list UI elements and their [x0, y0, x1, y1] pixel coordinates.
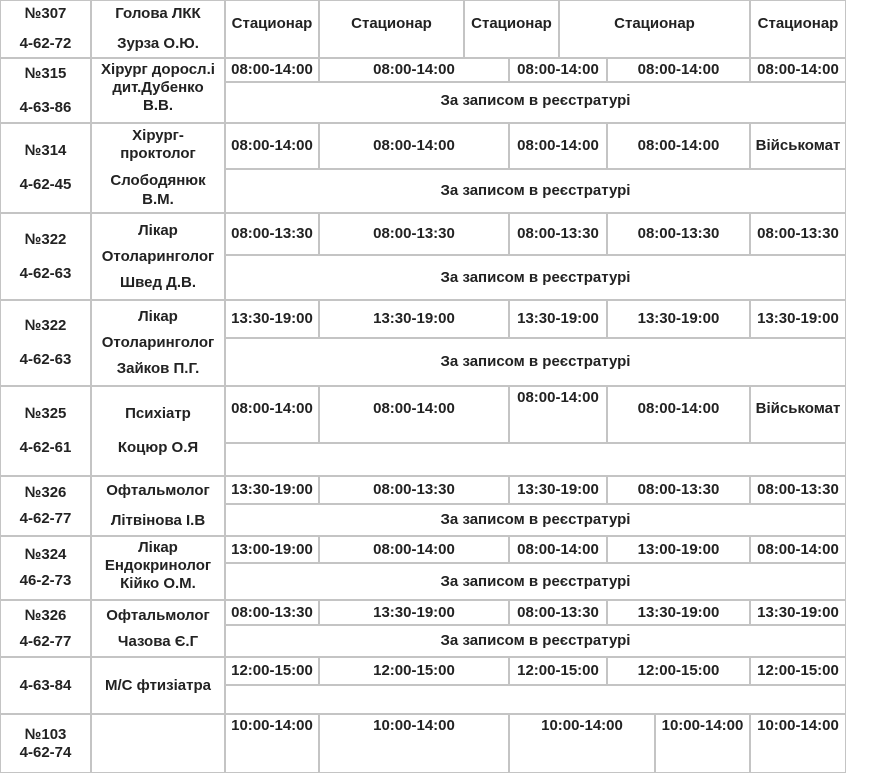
day-hours-cell: 08:00-14:00 [509, 536, 607, 563]
day-hours-cell: 10:00-14:00 [319, 714, 509, 773]
room-phone-cell [0, 600, 91, 657]
doctor-line: проктолог [120, 145, 196, 163]
day-hours-cell: 08:00-14:00 [225, 123, 319, 169]
day-hours-cell: 08:00-13:30 [607, 476, 750, 504]
day-hours-cell: 08:00-13:30 [319, 213, 509, 255]
room-number: №326 [24, 606, 67, 624]
appointment-note: За записом в реєстратурі [225, 338, 846, 386]
room-phone-cell [0, 536, 91, 600]
doctor-line: Голова ЛКК [115, 5, 201, 22]
day-hours-cell: 08:00-14:00 [319, 536, 509, 563]
day-hours-cell: 08:00-13:30 [319, 476, 509, 504]
day-hours-cell: 08:00-13:30 [750, 476, 846, 504]
day-hours-cell: 13:30-19:00 [319, 600, 509, 625]
doctor-line: Офтальмолог [106, 606, 210, 624]
doctor-line: В.В. [143, 97, 173, 114]
day-hours-cell: Стационар [559, 0, 750, 58]
day-hours-cell: 08:00-14:00 [319, 386, 509, 443]
day-hours-cell: 13:30-19:00 [607, 600, 750, 625]
day-hours-cell: Стационар [225, 0, 319, 58]
day-hours-cell: Військомат [750, 386, 846, 443]
phone-number: 4-62-61 [19, 439, 72, 456]
room-number: №325 [24, 405, 67, 422]
appointment-note: За записом в реєстратурі [225, 169, 846, 213]
day-hours-cell: 08:00-14:00 [607, 123, 750, 169]
day-hours-cell: 13:00-19:00 [225, 536, 319, 563]
day-hours-cell: 08:00-14:00 [225, 386, 319, 443]
room-phone-cell [0, 657, 91, 714]
room-phone-cell [0, 123, 91, 213]
day-hours-cell: Стационар [319, 0, 464, 58]
phone-number: 4-63-84 [19, 676, 72, 694]
doctor-line: Отоларинголог [101, 334, 215, 351]
room-number: №314 [24, 142, 67, 159]
day-hours-cell: 13:30-19:00 [750, 600, 846, 625]
doctor-line: Слободянюк [110, 172, 206, 189]
day-hours-cell: 08:00-13:30 [509, 600, 607, 625]
room-phone-cell [0, 213, 91, 300]
doctor-line: Психіатр [125, 405, 191, 422]
phone-number: 4-62-74 [19, 743, 72, 761]
doctor-cell [91, 536, 225, 600]
doctor-cell [91, 213, 225, 300]
doctor-line: М/С фтизіатра [105, 676, 211, 694]
day-hours-cell: 13:30-19:00 [509, 300, 607, 338]
doctor-cell [91, 58, 225, 123]
doctor-cell [91, 386, 225, 476]
phone-number: 4-63-86 [19, 98, 72, 116]
doctor-cell [91, 600, 225, 657]
doctor-cell [91, 657, 225, 714]
day-hours-cell: 10:00-14:00 [509, 714, 655, 773]
day-hours-cell: 12:00-15:00 [509, 657, 607, 685]
doctor-line: Хірург доросл.і [101, 61, 215, 78]
day-hours-cell: 13:00-19:00 [607, 536, 750, 563]
room-phone-cell [0, 386, 91, 476]
phone-number: 4-62-63 [19, 351, 72, 368]
room-number: №103 [24, 725, 67, 743]
room-number: №315 [24, 64, 67, 82]
appointment-note: За записом в реєстратурі [225, 625, 846, 657]
room-number: №326 [24, 484, 67, 501]
doctor-cell [91, 300, 225, 386]
doctor-line: Коцюр О.Я [117, 439, 199, 456]
doctor-line: Зурза О.Ю. [117, 35, 199, 52]
day-hours-cell: 08:00-14:00 [750, 58, 846, 82]
day-hours-cell: 08:00-14:00 [607, 386, 750, 443]
room-number: №307 [24, 5, 67, 22]
appointment-note: За записом в реєстратурі [225, 255, 846, 300]
day-hours-cell: 08:00-14:00 [319, 123, 509, 169]
phone-number: 4-62-45 [19, 176, 72, 193]
appointment-note [225, 443, 846, 476]
doctor-line: Зайков П.Г. [116, 360, 200, 377]
doctor-line: Швед Д.В. [120, 273, 196, 291]
phone-number: 4-62-72 [19, 35, 72, 52]
day-hours-cell: 08:00-13:30 [225, 600, 319, 625]
day-hours-cell: Військомат [750, 123, 846, 169]
room-phone-cell [0, 714, 91, 773]
day-hours-cell: 08:00-14:00 [319, 58, 509, 82]
appointment-note: За записом в реєстратурі [225, 504, 846, 536]
day-hours-cell: Стационар [750, 0, 846, 58]
phone-number: 4-62-63 [19, 264, 72, 282]
doctor-line: дит.Дубенко [112, 79, 204, 96]
doctor-cell [91, 0, 225, 58]
doctor-line: Офтальмолог [106, 482, 210, 499]
room-phone-cell [0, 0, 91, 58]
room-phone-cell [0, 58, 91, 123]
day-hours-cell: 13:30-19:00 [607, 300, 750, 338]
room-number: №322 [24, 317, 67, 334]
day-hours-cell: 13:30-19:00 [509, 476, 607, 504]
day-hours-cell: 08:00-13:30 [750, 213, 846, 255]
doctor-cell [91, 476, 225, 536]
doctor-line: Хірург- [132, 126, 184, 144]
day-hours-cell: 13:30-19:00 [225, 476, 319, 504]
day-hours-cell: 13:30-19:00 [750, 300, 846, 338]
room-number: №324 [24, 546, 67, 563]
day-hours-cell: 12:00-15:00 [225, 657, 319, 685]
day-hours-cell: 10:00-14:00 [750, 714, 846, 773]
doctor-cell [91, 714, 225, 773]
day-hours-cell: 08:00-14:00 [509, 58, 607, 82]
doctor-line: Отоларинголог [101, 247, 215, 265]
phone-number: 4-62-77 [19, 632, 72, 650]
day-hours-cell: 08:00-14:00 [750, 536, 846, 563]
day-hours-cell: 08:00-14:00 [509, 123, 607, 169]
appointment-note: За записом в реєстратурі [225, 563, 846, 600]
day-hours-cell: Стационар [464, 0, 559, 58]
day-hours-cell: 12:00-15:00 [750, 657, 846, 685]
day-hours-cell: 08:00-14:00 [225, 58, 319, 82]
phone-number: 4-62-77 [19, 510, 72, 527]
doctor-line: Лікар [138, 308, 178, 325]
day-hours-cell: 08:00-13:30 [225, 213, 319, 255]
doctor-line: Лікар [138, 539, 178, 556]
doctor-line: Кійко О.М. [120, 575, 196, 592]
doctor-line: Ендокринолог [104, 557, 212, 574]
day-hours-cell: 08:00-13:30 [607, 213, 750, 255]
phone-number: 46-2-73 [19, 572, 72, 589]
room-phone-cell [0, 476, 91, 536]
appointment-note: За записом в реєстратурі [225, 82, 846, 123]
day-hours-cell: 13:30-19:00 [225, 300, 319, 338]
day-hours-cell: 10:00-14:00 [655, 714, 750, 773]
doctor-cell [91, 123, 225, 213]
room-number: №322 [24, 230, 67, 248]
day-hours-cell: 08:00-14:00 [607, 58, 750, 82]
doctor-line: Літвінова І.В [110, 512, 206, 529]
doctor-line: Чазова Є.Г [117, 632, 199, 650]
day-hours-cell: 08:00-13:30 [509, 213, 607, 255]
appointment-note [225, 685, 846, 714]
doctor-line: В.М. [142, 190, 174, 208]
day-hours-cell: 10:00-14:00 [225, 714, 319, 773]
day-hours-cell: 13:30-19:00 [319, 300, 509, 338]
doctor-line: Лікар [138, 221, 178, 239]
room-phone-cell [0, 300, 91, 386]
day-hours-cell: 08:00-14:00 [509, 386, 607, 443]
day-hours-cell: 12:00-15:00 [319, 657, 509, 685]
day-hours-cell: 12:00-15:00 [607, 657, 750, 685]
